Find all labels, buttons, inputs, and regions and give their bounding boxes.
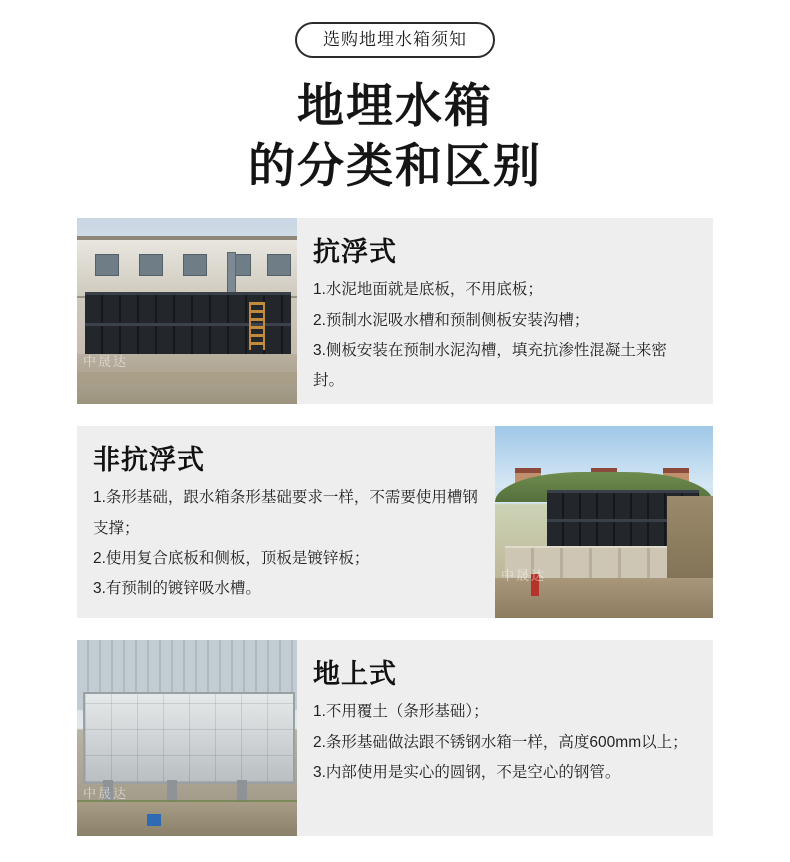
card-point: 2.条形基础做法跟不锈钢水箱一样，高度600mm以上； <box>313 733 688 751</box>
card-list <box>0 218 790 836</box>
card-photo-non-antifloat <box>495 426 713 618</box>
card-body <box>297 218 713 404</box>
card-item <box>77 426 713 618</box>
card-point: 1.水泥地面就是底板，不用底板； <box>313 281 543 299</box>
card-point: 2.使用复合底板和侧板，顶板是镀锌板； <box>93 549 370 567</box>
card-point: 3.内部使用是实心的圆钢，不是空心的钢管。 <box>313 763 621 781</box>
card-photo-aboveground <box>77 640 297 836</box>
photo-watermark: 中晟达 <box>83 786 129 802</box>
card-title: 非抗浮式 <box>93 445 205 476</box>
card-point: 1.条形基础，跟水箱条形基础要求一样，不需要使用槽钢支撑； <box>93 489 478 537</box>
card-body <box>77 426 495 618</box>
header-badge: 选购地埋水箱须知 <box>295 22 495 58</box>
poster-header <box>0 0 790 196</box>
card-photo-antifloat <box>77 218 297 404</box>
card-item <box>77 640 713 836</box>
card-point: 3.侧板安装在预制水泥沟槽，填充抗渗性混凝土来密封。 <box>313 341 667 389</box>
card-body <box>297 640 713 836</box>
page-title-line-1: 地埋水箱 <box>297 79 493 132</box>
hillside-dark-tank-photo <box>495 426 713 618</box>
card-point-list <box>313 275 697 396</box>
galvanized-aboveground-tank-photo <box>77 640 297 836</box>
card-point-list <box>313 697 697 788</box>
page-title <box>0 76 790 196</box>
photo-watermark: 中晟达 <box>501 568 547 584</box>
card-point-list <box>93 483 479 604</box>
photo-watermark: 中晟达 <box>83 354 129 370</box>
underground-dark-modular-tank-photo <box>77 218 297 404</box>
card-title: 抗浮式 <box>313 237 397 268</box>
card-point: 2.预制水泥吸水槽和预制侧板安装沟槽； <box>313 311 590 329</box>
page-title-line-2: 的分类和区别 <box>248 139 542 193</box>
card-title: 地上式 <box>313 659 397 690</box>
card-item <box>77 218 713 404</box>
card-point: 1.不用覆土（条形基础）； <box>313 703 489 721</box>
card-point: 3.有预制的镀锌吸水槽。 <box>93 579 261 597</box>
